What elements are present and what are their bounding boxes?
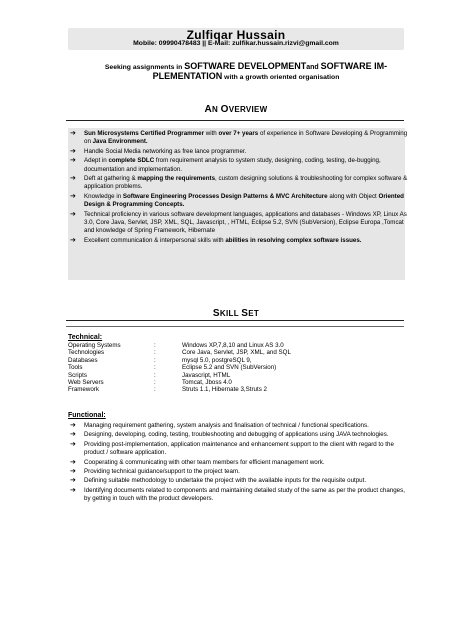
- skill-value: Core Java, Servlet, JSP, XML, and SQL: [182, 349, 291, 357]
- skillset-title-rest: ET: [248, 309, 260, 318]
- technical-row: [68, 386, 382, 393]
- skill-value: Javascript, HTML: [182, 371, 231, 379]
- functional-item: [70, 441, 408, 458]
- overview-item-text: over 7+ years: [218, 130, 259, 137]
- functional-item-text: Managing requirement gathering, system analysis and finalisation of technical / functional specifications.: [84, 422, 369, 429]
- skillset-subdivider: [66, 326, 404, 327]
- technical-row: [68, 357, 382, 364]
- objective-prefix: Seeking assignments in: [104, 64, 185, 71]
- arrow-bullet-icon: ➔: [70, 431, 76, 439]
- skill-separator: :: [154, 342, 156, 349]
- skillset-title-mid: KILL: [219, 309, 242, 318]
- skillset-title-cap2: S: [241, 308, 249, 319]
- functional-item-text: Designing, developing, coding, testing, troubleshooting and debugging of applications using JAVA technologies.: [84, 431, 389, 439]
- skill-category: Technologies: [68, 349, 105, 357]
- arrow-bullet-icon: ➔: [70, 440, 76, 448]
- arrow-bullet-icon: ➔: [70, 422, 76, 429]
- technical-row: [68, 364, 382, 371]
- overview-title: [68, 104, 404, 115]
- technical-row: [68, 342, 382, 349]
- objective-connector: and: [306, 64, 321, 71]
- candidate-name: Zulfiqar Hussain: [186, 28, 286, 42]
- skill-category: Web Servers: [68, 379, 104, 387]
- overview-item-text: abilities in resolving complex software issues.: [225, 236, 362, 244]
- overview-item-text: along with Object: [327, 192, 379, 200]
- functional-item: [70, 487, 408, 504]
- overview-title-mid: N: [211, 105, 221, 114]
- overview-divider: [66, 120, 404, 121]
- arrow-bullet-icon: ➔: [70, 236, 76, 244]
- objective-role1: SOFTWARE DEVELOPMENT: [184, 61, 307, 71]
- functional-item-text: Providing post-implementation, application maintenance and enhancement support to the client with regard to the product / software application.: [84, 440, 394, 457]
- skill-separator: :: [154, 371, 156, 379]
- functional-item-text: Identifying documents related to components and maintaining detailed study of the same as per the product changes, by getting in touch with the product developers.: [84, 486, 405, 503]
- overview-item-text: Excellent communication & interpersonal skills with: [84, 236, 226, 244]
- skill-value: mysql 5.0, postgreSQL 9,: [182, 356, 252, 364]
- objective-suffix: with a growth oriented organisation: [222, 74, 340, 81]
- skill-separator: :: [154, 364, 156, 372]
- arrow-bullet-icon: ➔: [70, 157, 76, 165]
- technical-row: [68, 349, 382, 356]
- skill-category: Framework: [68, 386, 99, 394]
- functional-item: [70, 431, 408, 439]
- arrow-bullet-icon: ➔: [70, 477, 76, 485]
- contact-line: Mobile: 09990478483 || E-Mail: zulfikar.hussain.rizvi@gmail.com: [133, 40, 339, 47]
- arrow-bullet-icon: ➔: [70, 210, 76, 218]
- skill-value: Tomcat, Jboss 4.0: [182, 379, 232, 387]
- overview-item-text: with: [204, 130, 219, 137]
- objective-statement: [96, 62, 396, 82]
- skill-category: Scripts: [68, 371, 87, 379]
- skill-category: Operating Systems: [68, 342, 121, 349]
- skill-value: Eclipse 5.2 and SVN (SubVersion): [182, 364, 277, 372]
- technical-heading: Technical:: [68, 334, 103, 341]
- overview-item-text: Knowledge in: [84, 192, 123, 200]
- skill-separator: :: [154, 349, 156, 357]
- functional-list: [70, 422, 408, 505]
- overview-item: [70, 157, 408, 174]
- overview-item: [70, 148, 408, 156]
- technical-row: [68, 372, 382, 379]
- overview-item-text: of experience in Software Developing & Programming on: [84, 130, 408, 146]
- overview-item-text: Software Engineering Processes Design Patterns & MVC Architecture: [122, 192, 328, 200]
- overview-item: [70, 193, 408, 210]
- arrow-bullet-icon: ➔: [70, 486, 76, 494]
- functional-item: [70, 459, 408, 467]
- overview-item-text: complete SDLC: [108, 157, 155, 165]
- arrow-bullet-icon: ➔: [70, 468, 76, 476]
- functional-item: [70, 422, 408, 430]
- overview-item-text: mapping the requirements: [137, 175, 216, 183]
- arrow-bullet-icon: ➔: [70, 175, 76, 183]
- skill-value: Struts 1.1, Hibernate 3,Struts 2: [182, 386, 267, 394]
- overview-item-text: Handle Social Media networking as free lance programmer.: [84, 147, 247, 155]
- overview-item-text: Java Environment.: [92, 138, 148, 146]
- overview-item-text: , custom designing solutions & troubleshooting for complex software & application problems.: [84, 175, 408, 191]
- functional-item: [70, 468, 408, 476]
- overview-title-cap: A: [204, 104, 212, 115]
- overview-item: [70, 130, 408, 147]
- skill-value: Windows XP,7,8,10 and Linux AS 3.0: [182, 342, 284, 349]
- overview-item: [70, 211, 408, 236]
- overview-item: [70, 175, 408, 192]
- skillset-title: [68, 308, 404, 319]
- skill-separator: :: [154, 356, 156, 364]
- overview-item-text: from requirement analysis to system study, designing, coding, testing, de-bugging, documentation and implementation.: [84, 157, 381, 173]
- overview-item-text: Deft at gathering &: [84, 175, 138, 183]
- arrow-bullet-icon: ➔: [70, 147, 76, 155]
- skill-separator: :: [154, 379, 156, 387]
- technical-row: [68, 379, 382, 386]
- skill-category: Tools: [68, 364, 83, 372]
- overview-item-text: Sun Microsystems Certified Programmer: [84, 130, 205, 137]
- overview-item-text: Oriented Design & Programming Concepts.: [84, 192, 404, 209]
- functional-item-text: Cooperating & communicating with other team members for efficient management work.: [84, 458, 325, 466]
- objective-role2: SOFTWARE IM-PLEMENTATION: [152, 61, 388, 81]
- overview-list: [70, 130, 408, 246]
- overview-title-rest: VERVIEW: [228, 105, 268, 114]
- functional-item: [70, 477, 408, 485]
- overview-item-text: Technical proficiency in various software development languages, applications and databases - Windows XP, Linux As 3.0, Core Java, Servlet, JSP, XML, SQL, Javascript, , HTML, Eclipse 5.2, SVN (SubVersion), Eclipse Europa ,Tomcat and knowledge of Spring Framework, Hibernate: [84, 210, 407, 235]
- skillset-title-cap: S: [212, 308, 220, 319]
- skill-category: Databases: [68, 356, 98, 364]
- overview-title-cap2: O: [220, 104, 229, 115]
- technical-skills-table: [68, 342, 382, 394]
- functional-item-text: Providing technical guidance/support to the project team.: [84, 468, 240, 476]
- overview-item-text: Adept in: [84, 157, 109, 165]
- skill-separator: :: [154, 386, 156, 394]
- arrow-bullet-icon: ➔: [70, 130, 76, 137]
- arrow-bullet-icon: ➔: [70, 458, 76, 466]
- arrow-bullet-icon: ➔: [70, 192, 76, 200]
- functional-heading: Functional:: [68, 412, 106, 419]
- skillset-divider: [66, 320, 404, 321]
- overview-item: [70, 237, 408, 245]
- functional-item-text: Defining suitable methodology to undertake the project with the available inputs for the requisite output.: [84, 477, 367, 485]
